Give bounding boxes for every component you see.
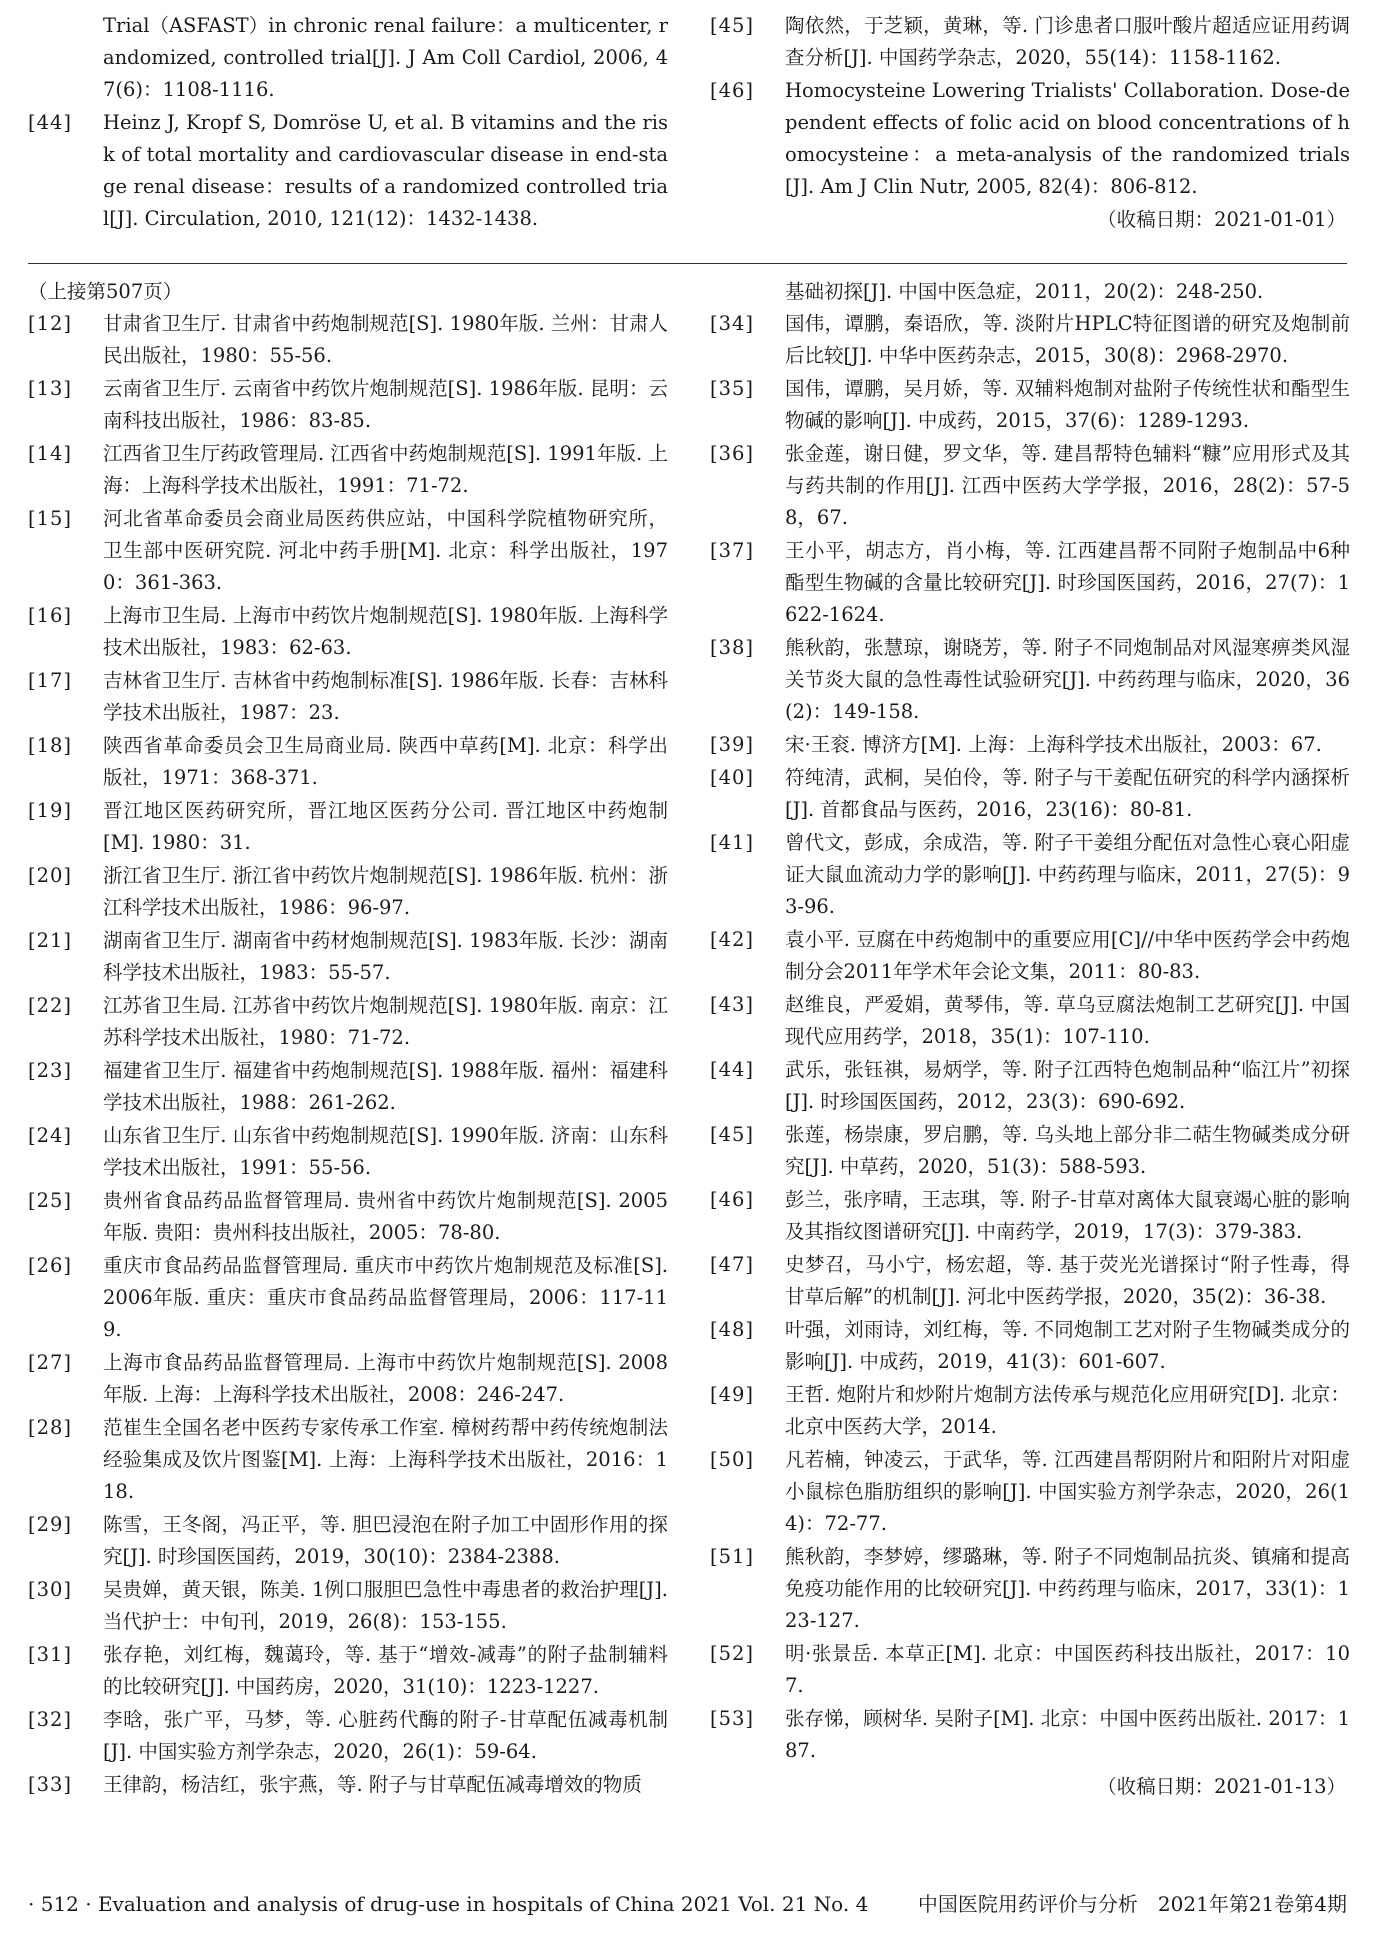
reference-number: [52] [710, 1642, 755, 1665]
reference-text: 甘肃省卫生厅. 甘肃省中药炮制规范[S]. 1980年版. 兰州：甘肃人民出版社，1980：55-56. [103, 312, 668, 367]
reference-number: [25] [28, 1189, 73, 1212]
reference-item [710, 1541, 1350, 1637]
reference-text: 明·张景岳. 本草正[M]. 北京：中国医药科技出版社，2017：107. [785, 1642, 1350, 1697]
reference-list [710, 10, 1350, 203]
reference-item [710, 1314, 1350, 1378]
reference-item [710, 10, 1350, 74]
top-right-column [710, 10, 1350, 236]
reference-text: 凡若楠，钟凌云，于武华，等. 江西建昌帮阴附片和阳附片对阳虚小鼠棕色脂肪组织的影响[J]. 中国实验方剂学杂志，2020，26(14)：72-77. [785, 1448, 1350, 1535]
reference-item [28, 1347, 668, 1411]
reference-item [28, 438, 668, 502]
reference-number: [18] [28, 734, 73, 757]
reference-text: 国伟，谭鹏，秦语欣，等. 淡附片HPLC特征图谱的研究及炮制前后比较[J]. 中华中医药杂志，2015，30(8)：2968-2970. [785, 312, 1350, 367]
reference-text: 吴贵婵，黄天银，陈美. 1例口服胆巴急性中毒患者的救治护理[J]. 当代护士：中旬刊，2019，26(8)：153-155. [103, 1578, 668, 1633]
reference-number: [39] [710, 733, 755, 756]
reference-number: [24] [28, 1124, 73, 1147]
reference-item [28, 730, 668, 794]
reference-text: 熊秋韵，李梦婷，缪璐琳，等. 附子不同炮制品抗炎、镇痛和提高免疫功能作用的比较研究[J]. 中药药理与临床，2017，33(1)：123-127. [785, 1545, 1350, 1632]
reference-text: 国伟，谭鹏，吴月娇，等. 双辅料炮制对盐附子传统性状和酯型生物碱的影响[J]. 中成药，2015，37(6)：1289-1293. [785, 377, 1350, 432]
reference-text: 重庆市食品药品监督管理局. 重庆市中药饮片炮制规范及标准[S]. 2006年版. 重庆：重庆市食品药品监督管理局，2006：117-119. [103, 1254, 668, 1341]
reference-item [28, 1704, 668, 1768]
reference-text: 山东省卫生厅. 山东省中药炮制规范[S]. 1990年版. 济南：山东科学技术出版社，1991：55-56. [103, 1124, 668, 1179]
reference-number: [23] [28, 1059, 73, 1082]
reference-item [710, 729, 1350, 761]
reference-text: 张莲，杨崇康，罗启鹏，等. 乌头地上部分非二萜生物碱类成分研究[J]. 中草药，2020，51(3)：588-593. [785, 1123, 1350, 1178]
reference-text: 贵州省食品药品监督管理局. 贵州省中药饮片炮制规范[S]. 2005年版. 贵阳：贵州科技出版社，2005：78-80. [103, 1189, 668, 1244]
reference-number: [43] [710, 993, 755, 1016]
reference-item [28, 308, 668, 372]
reference-number: [20] [28, 864, 73, 887]
reference-item [28, 860, 668, 924]
reference-text: 上海市卫生局. 上海市中药饮片炮制规范[S]. 1980年版. 上海科学技术出版社，1983：62-63. [103, 604, 668, 659]
reference-item [28, 1412, 668, 1508]
received-date: （收稿日期：2021-01-01） [1097, 208, 1346, 231]
reference-list [28, 10, 668, 235]
reference-list [710, 308, 1350, 1767]
reference-text: 陶依然，于芝颖，黄琳，等. 门诊患者口服叶酸片超适应证用药调查分析[J]. 中国药学杂志，2020，55(14)：1158-1162. [785, 14, 1350, 69]
reference-item [710, 1444, 1350, 1540]
reference-item [28, 665, 668, 729]
reference-text: 彭兰，张序晴，王志琪，等. 附子-甘草对离体大鼠衰竭心脏的影响及其指纹图谱研究[J]. 中南药学，2019，17(3)：379-383. [785, 1188, 1350, 1243]
reference-text: Trial（ASFAST）in chronic renal failure：a multicenter, randomized, controlled trial[J]. J Am Coll Cardiol, 2006, 47(6)：1108-1116. [103, 14, 668, 101]
reference-number: [42] [710, 928, 755, 951]
continued-from-note: （上接第507页） [28, 280, 183, 303]
reference-number: [30] [28, 1578, 73, 1601]
reference-number: [44] [28, 111, 73, 134]
reference-number: [32] [28, 1708, 73, 1731]
reference-text: 李晗，张广平，马梦，等. 心脏药代酶的附子-甘草配伍减毒机制[J]. 中国实验方剂学杂志，2020，26(1)：59-64. [103, 1708, 668, 1763]
reference-item [710, 438, 1350, 534]
reference-number: [14] [28, 442, 73, 465]
reference-text: 张金莲，谢日健，罗文华，等. 建昌帮特色辅料“糠”应用形式及其与药共制的作用[J]. 江西中医药大学学报，2016，28(2)：57-58，67. [785, 442, 1350, 529]
reference-text: 浙江省卫生厅. 浙江省中药饮片炮制规范[S]. 1986年版. 杭州：浙江科学技术出版社，1986：96-97. [103, 864, 668, 919]
reference-item [28, 990, 668, 1054]
reference-item [710, 1703, 1350, 1767]
reference-text: Heinz J, Kropf S, Domröse U, et al. B vitamins and the risk of total mortality and cardiovascular disease in end-stage renal disease：results of a randomized controlled trial[J]. Circulation, 2010, 121(12)：1432-1438. [103, 111, 668, 230]
reference-item [28, 1055, 668, 1119]
reference-text: 张存艳，刘红梅，魏蔼玲，等. 基于“增效-减毒”的附子盐制辅料的比较研究[J]. 中国药房，2020，31(10)：1223-1227. [103, 1643, 668, 1698]
reference-number: [45] [710, 14, 755, 37]
reference-item [710, 373, 1350, 437]
reference-text: 陕西省革命委员会卫生局商业局. 陕西中草药[M]. 北京：科学出版社，1971：368-371. [103, 734, 668, 789]
reference-item [28, 1120, 668, 1184]
reference-number: [49] [710, 1383, 755, 1406]
reference-number: [40] [710, 766, 755, 789]
reference-number: [51] [710, 1545, 755, 1568]
reference-item [710, 1379, 1350, 1443]
reference-item [710, 762, 1350, 826]
reference-item [710, 1638, 1350, 1702]
reference-number: [33] [28, 1773, 73, 1796]
reference-text: 张存悌，顾树华. 吴附子[M]. 北京：中国中医药出版社. 2017：187. [785, 1707, 1350, 1762]
reference-item [28, 503, 668, 599]
reference-number: [45] [710, 1123, 755, 1146]
reference-text: 晋江地区医药研究所，晋江地区医药分公司. 晋江地区中药炮制[M]. 1980：31. [103, 799, 668, 854]
reference-text: 符纯清，武桐，吴伯伶，等. 附子与干姜配伍研究的科学内涵探析[J]. 首都食品与医药，2016，23(16)：80-81. [785, 766, 1350, 821]
received-date: （收稿日期：2021-01-13） [1097, 1775, 1346, 1798]
footer-left: · 512 · Evaluation and analysis of drug-use in hospitals of China 2021 Vol. 21 No. 4 [28, 1892, 869, 1916]
reference-text: 云南省卫生厅. 云南省中药饮片炮制规范[S]. 1986年版. 昆明：云南科技出版社，1986：83-85. [103, 377, 668, 432]
reference-text: 江西省卫生厅药政管理局. 江西省中药炮制规范[S]. 1991年版. 上海：上海科学技术出版社，1991：71-72. [103, 442, 668, 497]
reference-item [28, 373, 668, 437]
reference-item [28, 1639, 668, 1703]
reference-number: [27] [28, 1351, 73, 1374]
reference-item [28, 1509, 668, 1573]
reference-number: [48] [710, 1318, 755, 1341]
reference-number: [19] [28, 799, 73, 822]
reference-number: [46] [710, 79, 755, 102]
reference-text: 武乐，张钰祺，易炳学，等. 附子江西特色炮制品种“临江片”初探[J]. 时珍国医国药，2012，23(3)：690-692. [785, 1058, 1350, 1113]
reference-number: [34] [710, 312, 755, 335]
reference-number: [46] [710, 1188, 755, 1211]
bottom-left-column [28, 276, 668, 1802]
reference-item [710, 75, 1350, 203]
reference-number: [29] [28, 1513, 73, 1536]
reference-text: 熊秋韵，张慧琼，谢晓芳，等. 附子不同炮制品对风湿寒痹类风湿关节炎大鼠的急性毒性试验研究[J]. 中药药理与临床，2020，36(2)：149-158. [785, 636, 1350, 723]
reference-number: [28] [28, 1416, 73, 1439]
reference-item [710, 1249, 1350, 1313]
reference-number: [41] [710, 831, 755, 854]
reference-text: 袁小平. 豆腐在中药炮制中的重要应用[C]//中华中医药学会中药炮制分会2011年学术年会论文集，2011：80-83. [785, 928, 1350, 983]
reference-item [28, 1574, 668, 1638]
reference-item [28, 107, 668, 235]
reference-text: 史梦召，马小宁，杨宏超，等. 基于荧光光谱探讨“附子性毒，得甘草后解”的机制[J]. 河北中医药学报，2020，35(2)：36-38. [785, 1253, 1350, 1308]
reference-number: [31] [28, 1643, 73, 1666]
reference-text: 王律韵，杨洁红，张宇燕，等. 附子与甘草配伍减毒增效的物质 [103, 1773, 642, 1796]
reference-text: 湖南省卫生厅. 湖南省中药材炮制规范[S]. 1983年版. 长沙：湖南科学技术出版社，1983：55-57. [103, 929, 668, 984]
reference-number: [12] [28, 312, 73, 335]
reference-text: 叶强，刘雨诗，刘红梅，等. 不同炮制工艺对附子生物碱类成分的影响[J]. 中成药，2019，41(3)：601-607. [785, 1318, 1350, 1373]
top-left-column [28, 10, 668, 236]
footer-right: 中国医院用药评价与分析 2021年第21卷第4期 [917, 1892, 1347, 1916]
reference-number: [36] [710, 442, 755, 465]
reference-number: [38] [710, 636, 755, 659]
reference-number: [13] [28, 377, 73, 400]
reference-list [28, 308, 668, 1801]
reference-text: 河北省革命委员会商业局医药供应站，中国科学院植物研究所，卫生部中医研究院. 河北中药手册[M]. 北京：科学出版社，1970：361-363. [103, 507, 668, 594]
reference-item [710, 308, 1350, 372]
reference-text: 陈雪，王冬阁，冯正平，等. 胆巴浸泡在附子加工中固形作用的探究[J]. 时珍国医国药，2019，30(10)：2384-2388. [103, 1513, 668, 1568]
reference-number: [22] [28, 994, 73, 1017]
reference-item [710, 632, 1350, 728]
reference-text: 福建省卫生厅. 福建省中药炮制规范[S]. 1988年版. 福州：福建科学技术出版社，1988：261-262. [103, 1059, 668, 1114]
reference-item [28, 600, 668, 664]
reference-item [710, 827, 1350, 923]
reference-number: [47] [710, 1253, 755, 1276]
reference-text: 王哲. 炮附片和炒附片炮制方法传承与规范化应用研究[D]. 北京：北京中医药大学，2014. [785, 1383, 1350, 1438]
reference-item [710, 924, 1350, 988]
reference-item [28, 1769, 668, 1801]
reference-item [28, 795, 668, 859]
reference-text: 曾代文，彭成，余成浩，等. 附子干姜组分配伍对急性心衰心阳虚证大鼠血流动力学的影响[J]. 中药药理与临床，2011，27(5)：93-96. [785, 831, 1350, 918]
reference-number: [53] [710, 1707, 755, 1730]
reference-text: 上海市食品药品监督管理局. 上海市中药饮片炮制规范[S]. 2008年版. 上海：上海科学技术出版社，2008：246-247. [103, 1351, 668, 1406]
reference-number: [17] [28, 669, 73, 692]
bottom-right-column [710, 276, 1350, 1803]
reference-item [28, 1250, 668, 1346]
reference-text: 范崔生全国名老中医药专家传承工作室. 樟树药帮中药传统炮制法经验集成及饮片图鉴[M]. 上海：上海科学技术出版社，2016：118. [103, 1416, 668, 1503]
reference-item [710, 1054, 1350, 1118]
section-divider [28, 263, 1347, 264]
reference-continuation: 基础初探[J]. 中国中医急症，2011，20(2)：248-250. [785, 280, 1264, 303]
reference-item [28, 925, 668, 989]
reference-number: [35] [710, 377, 755, 400]
reference-text: Homocysteine Lowering Trialists' Collaboration. Dose-dependent effects of folic acid on blood concentrations of homocysteine：a meta-analysis of the randomized trials[J]. Am J Clin Nutr, 2005, 82(4)：806-812. [785, 79, 1350, 198]
reference-item [28, 1185, 668, 1249]
reference-number: [37] [710, 539, 755, 562]
reference-text: 江苏省卫生局. 江苏省中药饮片炮制规范[S]. 1980年版. 南京：江苏科学技术出版社，1980：71-72. [103, 994, 668, 1049]
reference-number: [16] [28, 604, 73, 627]
reference-number: [50] [710, 1448, 755, 1471]
reference-number: [26] [28, 1254, 73, 1277]
reference-item [710, 1184, 1350, 1248]
reference-item [710, 1119, 1350, 1183]
reference-item [710, 535, 1350, 631]
reference-number: [21] [28, 929, 73, 952]
reference-number: [15] [28, 507, 73, 530]
reference-text: 吉林省卫生厅. 吉林省中药炮制标准[S]. 1986年版. 长春：吉林科学技术出版社，1987：23. [103, 669, 668, 724]
reference-item [28, 10, 668, 106]
reference-text: 王小平，胡志方，肖小梅，等. 江西建昌帮不同附子炮制品中6种酯型生物碱的含量比较研究[J]. 时珍国医国药，2016，27(7)：1622-1624. [785, 539, 1350, 626]
reference-text: 赵维良，严爱娟，黄琴伟，等. 草乌豆腐法炮制工艺研究[J]. 中国现代应用药学，2018，35(1)：107-110. [785, 993, 1350, 1048]
reference-item [710, 989, 1350, 1053]
reference-text: 宋·王衮. 博济方[M]. 上海：上海科学技术出版社，2003：67. [785, 733, 1322, 756]
reference-number: [44] [710, 1058, 755, 1081]
